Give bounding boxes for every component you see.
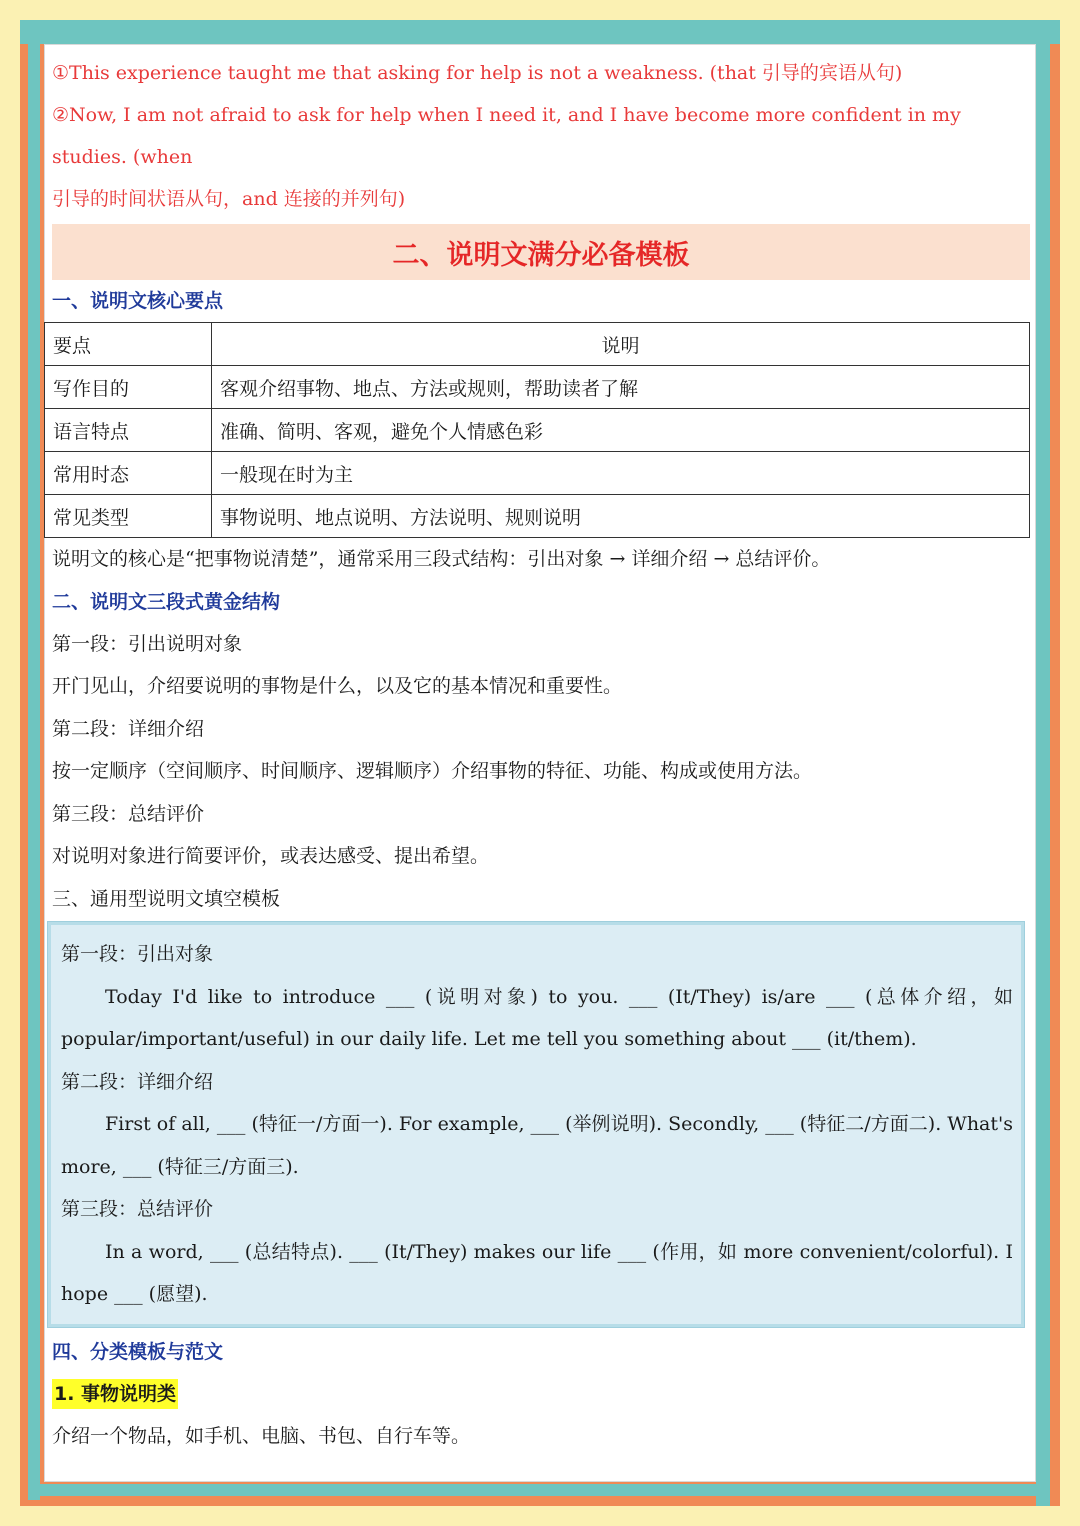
section-banner-title: 二、说明文满分必备模板 — [52, 224, 1030, 280]
table-header-cell: 说明 — [212, 323, 1030, 366]
table-cell: 常用时态 — [45, 452, 212, 495]
key-points-table — [44, 322, 1030, 538]
section3-heading: 三、通用型说明文填空模板 — [52, 887, 281, 910]
table-cell: 常见类型 — [45, 495, 212, 538]
red-note-3: 引导的时间状语从句，and 连接的并列句) — [52, 188, 406, 210]
red-note-1: ①This experience taught me that asking for help is not a weakness. (that 引导的宾语从句) — [52, 62, 903, 84]
template-label: 第三段：总结评价 — [61, 1198, 214, 1220]
table-header-cell: 要点 — [45, 323, 212, 366]
section1-summary: 说明文的核心是“把事物说清楚”，通常采用三段式结构：引出对象 → 详细介绍 → 总结评价。 — [52, 548, 831, 570]
paragraph-line: 第一段：引出说明对象 — [52, 632, 243, 655]
table-cell: 准确、简明、客观，避免个人情感色彩 — [212, 409, 1030, 452]
table-row — [45, 495, 1030, 538]
template-text: First of all, ___ (特征一/方面一). For example, ___ (举例说明). Secondly, ___ (特征二/方面二). What's more, ___ (特征三/方面三). — [61, 1113, 1013, 1178]
table-header-row — [45, 323, 1030, 366]
paragraph-line: 第三段：总结评价 — [52, 802, 205, 825]
template-label: 第一段：引出对象 — [61, 943, 214, 965]
page-frame-teal-top — [20, 20, 1060, 44]
subsection-tag-line — [52, 1373, 1030, 1416]
table-cell: 一般现在时为主 — [212, 452, 1030, 495]
template-text: Today I'd like to introduce ___ (说明对象) to you. ___ (It/They) is/are ___ (总体介绍，如 popular/important/useful) in our daily life. Let me tell you something about ___ (it/them). — [61, 985, 1013, 1050]
section1-heading: 一、说明文核心要点 — [52, 290, 224, 312]
highlight-tag: 1. 事物说明类 — [52, 1379, 178, 1409]
template-label: 第二段：详细介绍 — [61, 1070, 214, 1093]
subsection-text: 介绍一个物品，如手机、电脑、书包、自行车等。 — [52, 1425, 471, 1447]
template-text: In a word, ___ (总结特点). ___ (It/They) makes our life ___ (作用，如 more convenient/colorful). I hope ___ (愿望). — [61, 1240, 1013, 1305]
red-note-2: ②Now, I am not afraid to ask for help when I need it, and I have become more confident in my studies. (when — [52, 104, 961, 168]
table-cell: 写作目的 — [45, 366, 212, 409]
table-cell: 客观介绍事物、地点、方法或规则，帮助读者了解 — [212, 366, 1030, 409]
section2-heading: 二、说明文三段式黄金结构 — [52, 590, 281, 613]
paragraph-line: 对说明对象进行简要评价，或表达感受、提出希望。 — [52, 845, 490, 867]
page-frame-teal-right — [1036, 20, 1050, 1506]
paragraph-line: 开门见山，介绍要说明的事物是什么，以及它的基本情况和重要性。 — [52, 675, 623, 697]
document-content — [52, 52, 1030, 1458]
paragraph-line: 按一定顺序（空间顺序、时间顺序、逻辑顺序）介绍事物的特征、功能、构成或使用方法。 — [52, 760, 813, 782]
paragraph-line: 第二段：详细介绍 — [52, 717, 205, 740]
table-row — [45, 409, 1030, 452]
section4-heading: 四、分类模板与范文 — [52, 1340, 224, 1363]
table-cell: 语言特点 — [45, 409, 212, 452]
table-row — [45, 366, 1030, 409]
page-frame-teal-left — [28, 44, 40, 1500]
table-cell: 事物说明、地点说明、方法说明、规则说明 — [212, 495, 1030, 538]
fill-in-template-box — [48, 922, 1024, 1327]
table-row — [45, 452, 1030, 495]
page-frame-teal-bottom — [40, 1484, 1050, 1496]
